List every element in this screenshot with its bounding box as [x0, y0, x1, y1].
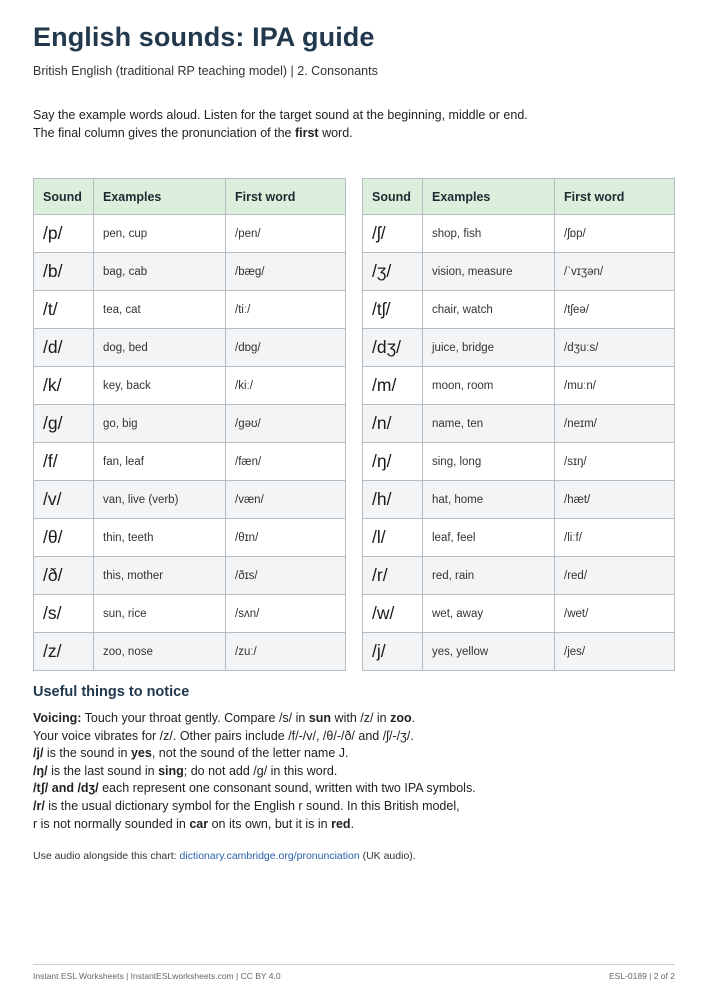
table-row	[34, 329, 346, 367]
table-row	[363, 215, 675, 253]
note-text: r is not normally sounded in	[33, 816, 190, 831]
note-emphasis: yes	[130, 746, 152, 761]
note-pairs: Your voice vibrates for /z/. Other pairs include /f/-/v/, /θ/-/ð/ and /ʃ/-/ʒ/.	[33, 728, 414, 743]
note-text: on its own, but it is in	[208, 816, 332, 831]
examples-cell: this, mother	[94, 557, 226, 595]
note-emphasis: sing	[158, 763, 184, 778]
sound-cell: /m/	[363, 367, 423, 405]
examples-cell: name, ten	[423, 405, 555, 443]
instruction-emphasis: first	[294, 126, 319, 140]
examples-cell: sun, rice	[94, 595, 226, 633]
column-header-examples: Examples	[94, 179, 226, 215]
first-word-cell: /tiː/	[226, 291, 346, 329]
audio-note-text: Use audio alongside this chart:	[33, 850, 180, 862]
footer-divider	[33, 964, 675, 965]
sound-cell: /ʃ/	[363, 215, 423, 253]
sound-cell: /b/	[34, 253, 94, 291]
first-word-cell: /sɪŋ/	[555, 443, 675, 481]
first-word-cell: /ˈvɪʒən/	[555, 253, 675, 291]
first-word-cell: /kiː/	[226, 367, 346, 405]
examples-cell: van, live (verb)	[94, 481, 226, 519]
table-row	[363, 405, 675, 443]
first-word-cell: /ðɪs/	[226, 557, 346, 595]
note-symbol: /ŋ/	[33, 763, 48, 778]
note-text: is the sound in	[43, 746, 131, 761]
first-word-cell: /ʃɒp/	[555, 215, 675, 253]
table-row	[34, 519, 346, 557]
examples-cell: dog, bed	[94, 329, 226, 367]
first-word-cell: /gəʊ/	[226, 405, 346, 443]
first-word-cell: /red/	[555, 557, 675, 595]
instruction-text: The final column gives the pronunciation of the	[33, 126, 295, 140]
table-row	[34, 253, 346, 291]
examples-cell: sing, long	[423, 443, 555, 481]
examples-cell: tea, cat	[94, 291, 226, 329]
column-header-examples: Examples	[423, 179, 555, 215]
examples-cell: yes, yellow	[423, 633, 555, 671]
note-text: is the usual dictionary symbol for the English r sound. In this British model,	[44, 798, 460, 813]
page-title: English sounds: IPA guide	[33, 22, 375, 52]
instruction-line-1: Say the example words aloud. Listen for the target sound at the beginning, middle or end.	[33, 108, 528, 122]
examples-cell: thin, teeth	[94, 519, 226, 557]
instruction-text: word.	[318, 126, 353, 140]
table-row	[363, 633, 675, 671]
sound-cell: /l/	[363, 519, 423, 557]
sound-cell: /r/	[363, 557, 423, 595]
note-text: .	[411, 711, 416, 725]
table-row	[363, 253, 675, 291]
examples-cell: pen, cup	[94, 215, 226, 253]
table-row	[363, 367, 675, 405]
note-emphasis: car	[189, 816, 209, 831]
sound-cell: /ʒ/	[363, 253, 423, 291]
note-symbol: /j/	[33, 746, 44, 761]
sound-cell: /v/	[34, 481, 94, 519]
table-row	[34, 291, 346, 329]
first-word-cell: /fæn/	[226, 443, 346, 481]
table-row	[363, 519, 675, 557]
examples-cell: juice, bridge	[423, 329, 555, 367]
table-row	[363, 595, 675, 633]
note-r-line-2	[33, 816, 476, 834]
column-header-first-word: First word	[226, 179, 346, 215]
note-text: .	[350, 816, 355, 831]
table-row	[34, 481, 346, 519]
footer-page-number: ESL-0189 | 2 of 2	[608, 971, 675, 981]
note-j	[33, 745, 476, 763]
pronunciation-link[interactable]: dictionary.cambridge.org/pronunciation	[179, 850, 360, 862]
footer	[33, 971, 675, 981]
first-word-cell: /dʒuːs/	[555, 329, 675, 367]
notes-heading: Useful things to notice	[33, 684, 190, 700]
note-label: Voicing:	[33, 711, 82, 725]
sound-cell: /t/	[34, 291, 94, 329]
examples-cell: hat, home	[423, 481, 555, 519]
consonant-table-left	[33, 178, 346, 671]
first-word-cell: /hæt/	[555, 481, 675, 519]
first-word-cell: /muːn/	[555, 367, 675, 405]
first-word-cell: /sʌn/	[226, 595, 346, 633]
notes-body	[33, 710, 476, 833]
note-symbol: /tʃ/ and /dʒ/	[33, 781, 99, 796]
note-text: is the last sound in	[47, 763, 159, 778]
first-word-cell: /tʃeə/	[555, 291, 675, 329]
first-word-cell: /θɪn/	[226, 519, 346, 557]
table-header-row	[363, 179, 675, 215]
note-emphasis: red	[331, 816, 351, 831]
instructions	[33, 106, 528, 142]
sound-cell: /g/	[34, 405, 94, 443]
first-word-cell: /liːf/	[555, 519, 675, 557]
note-voicing	[33, 710, 476, 728]
audio-note	[33, 850, 416, 862]
table-row	[34, 367, 346, 405]
note-text: , not the sound of the letter name J.	[151, 746, 349, 761]
table-row	[34, 595, 346, 633]
sound-cell: /ð/	[34, 557, 94, 595]
table-row	[34, 633, 346, 671]
first-word-cell: /neɪm/	[555, 405, 675, 443]
sound-cell: /n/	[363, 405, 423, 443]
first-word-cell: /væn/	[226, 481, 346, 519]
sound-cell: /k/	[34, 367, 94, 405]
note-text: Touch your throat gently. Compare /s/ in	[81, 711, 309, 725]
first-word-cell: /wet/	[555, 595, 675, 633]
examples-cell: key, back	[94, 367, 226, 405]
note-emphasis: sun	[308, 711, 332, 725]
notes-section	[33, 684, 476, 833]
table-row	[34, 443, 346, 481]
examples-cell: fan, leaf	[94, 443, 226, 481]
table-row	[363, 443, 675, 481]
sound-cell: /s/	[34, 595, 94, 633]
sound-cell: /dʒ/	[363, 329, 423, 367]
note-symbol: /r/	[33, 798, 45, 813]
first-word-cell: /pen/	[226, 215, 346, 253]
note-text: with /z/ in	[331, 711, 391, 725]
audio-note-text: (UK audio).	[359, 850, 416, 862]
examples-cell: bag, cab	[94, 253, 226, 291]
table-row	[34, 557, 346, 595]
examples-cell: shop, fish	[423, 215, 555, 253]
sound-cell: /z/	[34, 633, 94, 671]
examples-cell: red, rain	[423, 557, 555, 595]
sound-cell: /d/	[34, 329, 94, 367]
note-r-line-1	[33, 798, 476, 816]
first-word-cell: /zuː/	[226, 633, 346, 671]
sound-cell: /h/	[363, 481, 423, 519]
table-row	[363, 557, 675, 595]
table-row	[34, 405, 346, 443]
sound-cell: /ŋ/	[363, 443, 423, 481]
note-text: ; do not add /g/ in this word.	[183, 763, 338, 778]
table-header-row	[34, 179, 346, 215]
note-emphasis: zoo	[390, 711, 412, 725]
column-header-first-word: First word	[555, 179, 675, 215]
first-word-cell: /bæg/	[226, 253, 346, 291]
sound-cell: /w/	[363, 595, 423, 633]
table-row	[34, 215, 346, 253]
first-word-cell: /dɒg/	[226, 329, 346, 367]
column-header-sound: Sound	[363, 179, 423, 215]
sound-cell: /f/	[34, 443, 94, 481]
sound-cell: /j/	[363, 633, 423, 671]
note-ng	[33, 763, 476, 781]
footer-credit: Instant ESL Worksheets | InstantESLworksheets.com | CC BY 4.0	[33, 971, 281, 981]
column-header-sound: Sound	[34, 179, 94, 215]
examples-cell: moon, room	[423, 367, 555, 405]
examples-cell: leaf, feel	[423, 519, 555, 557]
sound-cell: /θ/	[34, 519, 94, 557]
first-word-cell: /jes/	[555, 633, 675, 671]
table-row	[363, 329, 675, 367]
note-affricates	[33, 780, 476, 798]
instruction-line-2	[33, 124, 528, 142]
note-text: each represent one consonant sound, written with two IPA symbols.	[98, 781, 476, 796]
table-row	[363, 481, 675, 519]
examples-cell: wet, away	[423, 595, 555, 633]
consonant-table-right	[362, 178, 675, 671]
page-subtitle: British English (traditional RP teaching model) | 2. Consonants	[33, 64, 378, 78]
sound-cell: /p/	[34, 215, 94, 253]
sound-cell: /tʃ/	[363, 291, 423, 329]
examples-cell: zoo, nose	[94, 633, 226, 671]
examples-cell: vision, measure	[423, 253, 555, 291]
examples-cell: go, big	[94, 405, 226, 443]
examples-cell: chair, watch	[423, 291, 555, 329]
table-row	[363, 291, 675, 329]
